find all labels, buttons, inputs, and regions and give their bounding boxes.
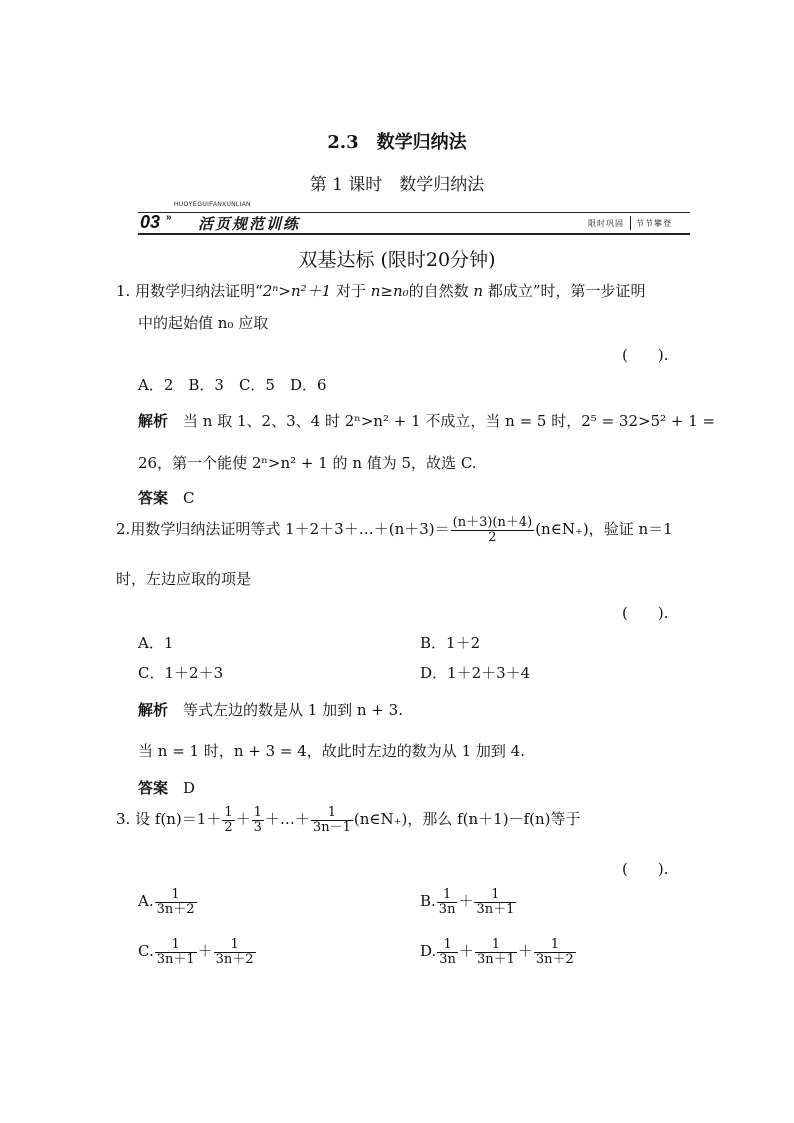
fraction-denominator: 3	[253, 819, 262, 835]
option-label: A.	[138, 892, 154, 911]
q2-answer-value: D	[183, 779, 196, 797]
analysis-label: 解析	[138, 412, 169, 430]
fraction-numerator: 1	[155, 938, 197, 953]
q3-fraction-1	[222, 806, 234, 834]
q2-text: 用数学归纳法证明等式 1＋2＋3＋…＋(n＋3)＝	[130, 520, 450, 539]
option-fraction	[437, 888, 458, 916]
q1-answer-value: C	[183, 489, 195, 507]
option-fraction	[214, 938, 256, 966]
q1-text: 都成立”时，第一步证明	[483, 282, 646, 300]
fraction-denominator: 3n＋1	[476, 951, 515, 967]
banner-bottom-rule	[138, 233, 690, 235]
option-fraction	[155, 888, 197, 916]
fraction-numerator: 1	[534, 938, 576, 953]
page-title: 2.3 数学归纳法	[327, 132, 467, 153]
q1-condition: n≥n₀	[370, 282, 409, 300]
q1-answer	[138, 487, 195, 508]
option-fraction	[474, 888, 516, 916]
q3-number: 3.	[116, 810, 131, 829]
q3-ellipsis: ＋…＋	[264, 810, 310, 829]
fraction-numerator: 1	[474, 888, 516, 903]
fraction-numerator: 1	[311, 806, 353, 821]
fraction-denominator: 3n＋1	[156, 951, 195, 967]
answer-label: 答案	[138, 489, 169, 507]
fraction-numerator: 1	[155, 888, 197, 903]
banner-number: 03	[140, 212, 161, 232]
answer-label: 答案	[138, 779, 169, 797]
q2-answer-blank: ( ).	[622, 604, 669, 622]
option-label: D.	[420, 942, 437, 961]
q3-option-a	[138, 888, 198, 916]
option-fraction	[437, 938, 458, 966]
q1-analysis-line1	[138, 410, 715, 431]
q1-text: 的自然数	[408, 282, 474, 300]
fraction-denominator: 3n＋2	[535, 951, 574, 967]
fraction-denominator: 3n	[439, 951, 456, 967]
banner-tag-right: 节节攀登	[636, 219, 672, 228]
fraction-numerator: 1	[437, 888, 458, 903]
q2-fraction	[451, 516, 535, 544]
analysis-label: 解析	[138, 701, 169, 719]
q2-stem-line2: 时，左边应取的项是	[116, 570, 252, 588]
fraction-numerator: 1	[437, 938, 458, 953]
q2-fraction-numerator: (n＋3)(n＋4)	[452, 515, 533, 530]
double-chevron-icon: »	[166, 212, 172, 223]
q2-analysis-line1	[138, 699, 403, 720]
q2-analysis-line2: 当 n = 1 时，n + 3 = 4，故此时左边的数为从 1 加到 4.	[138, 742, 525, 760]
banner-divider	[630, 216, 631, 230]
option-label: C.	[138, 942, 154, 961]
fraction-numerator: 1	[224, 805, 233, 820]
q1-stem-line2: 中的起始值 n₀ 应取	[138, 314, 269, 332]
q2-option-a: A．1	[138, 634, 174, 652]
fraction-numerator: 1	[214, 938, 256, 953]
q2-option-d: D．1＋2＋3＋4	[420, 664, 531, 682]
option-fraction	[155, 938, 197, 966]
q3-text: 设 f(n)＝1＋	[135, 810, 222, 829]
q1-analysis-text: 当 n 取 1、2、3、4 时 2ⁿ>n² + 1 不成立，当 n = 5 时，2⁵ = 32>5² + 1 =	[183, 412, 716, 430]
banner-tag-left: 限时巩固	[588, 219, 624, 228]
option-fraction	[475, 938, 517, 966]
q1-number: 1.	[116, 282, 131, 300]
section-banner	[138, 200, 690, 236]
q3-fraction-2	[252, 806, 264, 834]
q1-text: 用数学归纳法证明“	[135, 282, 263, 300]
q3-stem	[116, 806, 581, 834]
fraction-denominator: 3n＋2	[215, 951, 254, 967]
fraction-denominator: 3n＋1	[476, 901, 515, 917]
fraction-numerator: 1	[253, 805, 262, 820]
fraction-denominator: 3n－1	[312, 819, 351, 835]
q2-option-b: B．1＋2	[420, 634, 481, 652]
q2-number: 2.	[116, 520, 131, 539]
q1-stem-line1	[116, 280, 646, 301]
q2-text: (n∈N₊)，验证 n＝1	[535, 520, 673, 539]
q1-inequality: 2ⁿ>n²＋1	[262, 282, 332, 300]
q1-answer-blank: ( ).	[622, 346, 669, 364]
q1-variable: n	[473, 282, 484, 300]
q3-option-d: D. $\frac{1}{3n}$ ＋ $\frac{1}{3n+1}$ ＋ $\frac{1}{3n+2}$	[420, 937, 574, 967]
fraction-numerator: 1	[475, 938, 517, 953]
q3-plus: ＋	[235, 810, 251, 829]
q1-text: 对于	[331, 282, 371, 300]
q2-option-c: C．1＋2＋3	[138, 664, 224, 682]
q3-option-b: B. $\frac{1}{3n}$ ＋ $\frac{1}{3n+1}$	[420, 887, 515, 917]
section-title: 双基达标 (限时20分钟)	[298, 249, 496, 271]
fraction-denominator: 3n＋2	[156, 901, 195, 917]
q3-answer-blank: ( ).	[622, 860, 669, 878]
lesson-subtitle: 第 1 课时 数学归纳法	[309, 175, 485, 195]
q2-stem-line1	[116, 516, 673, 544]
option-label: B.	[420, 892, 436, 911]
fraction-denominator: 2	[224, 819, 233, 835]
option-fraction	[534, 938, 576, 966]
q3-fraction-3	[311, 806, 353, 834]
banner-name: 活页规范训练	[198, 215, 301, 233]
q3-option-c: C. $\frac{1}{3n+1}$ ＋ $\frac{1}{3n+2}$	[138, 937, 254, 967]
q1-analysis-line2: 26，第一个能使 2ⁿ>n² + 1 的 n 值为 5，故选 C.	[138, 454, 477, 472]
q1-options: A．2 B．3 C．5 D．6	[138, 376, 327, 394]
banner-pinyin: HUOYEGUIFANXUNLIAN	[174, 202, 251, 208]
q2-answer	[138, 777, 195, 798]
q2-fraction-denominator: 2	[488, 529, 497, 545]
q2-analysis-text: 等式左边的数是从 1 加到 n + 3.	[183, 701, 403, 719]
fraction-denominator: 3n	[438, 901, 456, 917]
q3-text: (n∈N₊)，那么 f(n＋1)－f(n)等于	[353, 810, 581, 829]
